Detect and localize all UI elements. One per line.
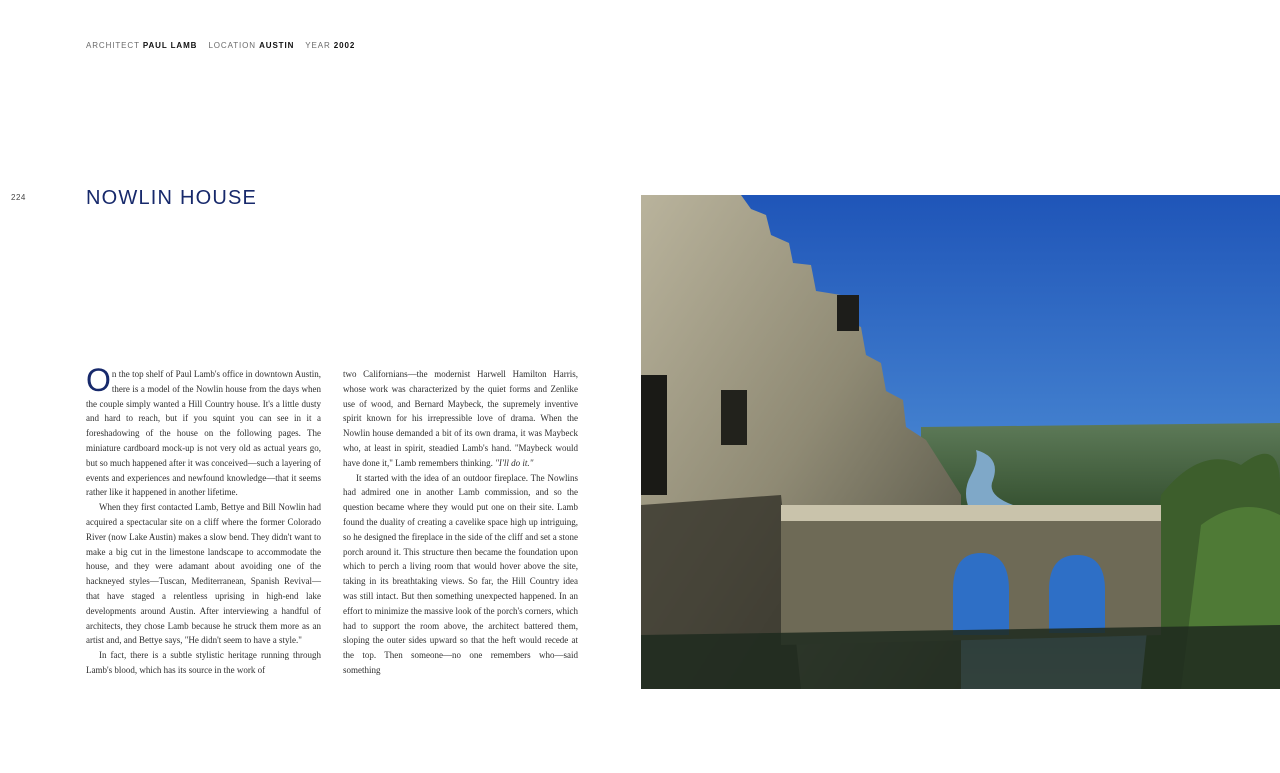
location-value: AUSTIN — [259, 41, 295, 50]
house-photograph — [641, 195, 1280, 689]
year-value: 2002 — [333, 41, 356, 50]
house-photo-illustration — [641, 195, 1280, 689]
architect-label: ARCHITECT — [86, 41, 140, 50]
paragraph-4-text: two Californians—the modernist Harwell Hamilton Harris, whose work was characterized by the quiet forms and Zenlike use of wood, and Bernard Maybeck, the supremely inventive spirit known for his irrepressible love of drama. When the Nowlin house demanded a bit of its own drama, it was Maybeck who, at least in spirit, steadied Lamb's hand. "Maybeck would have done it," Lamb remembers thinking. — [343, 369, 578, 468]
location-label: LOCATION — [208, 41, 256, 50]
paragraph-1-text: n the top shelf of Paul Lamb's office in downtown Austin, there is a model of the Nowlin house from the days when the couple simply wanted a Hill Country house. It's a little dusty and hard to reach, but if you squint you can see in it a foreshadowing of the house on the following pages. The miniature cardboard mock-up is not very old as actual years go, but so much happened after it was conceived—such a layering of events and experiences and newfound knowledge—that it seems rather like it happened in another lifetime. — [86, 369, 321, 498]
drop-cap: O — [86, 362, 111, 398]
paragraph-4 — [343, 367, 578, 471]
paragraph-2: When they first contacted Lamb, Bettye and Bill Nowlin had acquired a spectacular site on a cliff where the former Colorado River (now Lake Austin) makes a slow bend. They didn't want to make a big cut in the limestone landscape to accommodate the house, and they were adamant about avoiding one of the hackneyed styles—Tuscan, Mediterranean, Spanish Revival—that have staged a relentless uprising in high-end lake developments around Austin. After interviewing a handful of architects, they chose Lamb because he struck them more as an artist and, and Bettye says, "He didn't seem to have a style." — [86, 502, 321, 646]
paragraph-5: It started with the idea of an outdoor fireplace. The Nowlins had admired one in another Lamb commission, and so the question became where they would put one on their site. Lamb found the duality of creating a cavelike space high up intriguing, so he designed the fireplace in the side of the cliff and set a stone porch around it. This structure then became the foundation upon which to perch a living room that would hover above the site, taking in its breathtaking views. So far, the Hill Country idea was still intact. But then something unexpected happened. In an effort to minimize the massive look of the porch's corners, which had to support the room above, the architect battered them, sloping the outer sides upward so that the heft would recede at the top. Then someone—no one remembers who—said something — [343, 472, 578, 675]
quote-text: "I'll do it." — [495, 457, 534, 468]
text-column-left — [86, 362, 321, 678]
text-column-right — [343, 367, 578, 678]
paragraph-1 — [86, 362, 321, 500]
year-label: YEAR — [305, 41, 331, 50]
page-number: 224 — [11, 193, 26, 202]
architect-value: PAUL LAMB — [142, 41, 198, 50]
project-credits — [86, 41, 363, 50]
page-title: NOWLIN HOUSE — [86, 187, 258, 209]
paragraph-3: In fact, there is a subtle stylistic heritage running through Lamb's blood, which has its source in the work of — [86, 650, 321, 675]
